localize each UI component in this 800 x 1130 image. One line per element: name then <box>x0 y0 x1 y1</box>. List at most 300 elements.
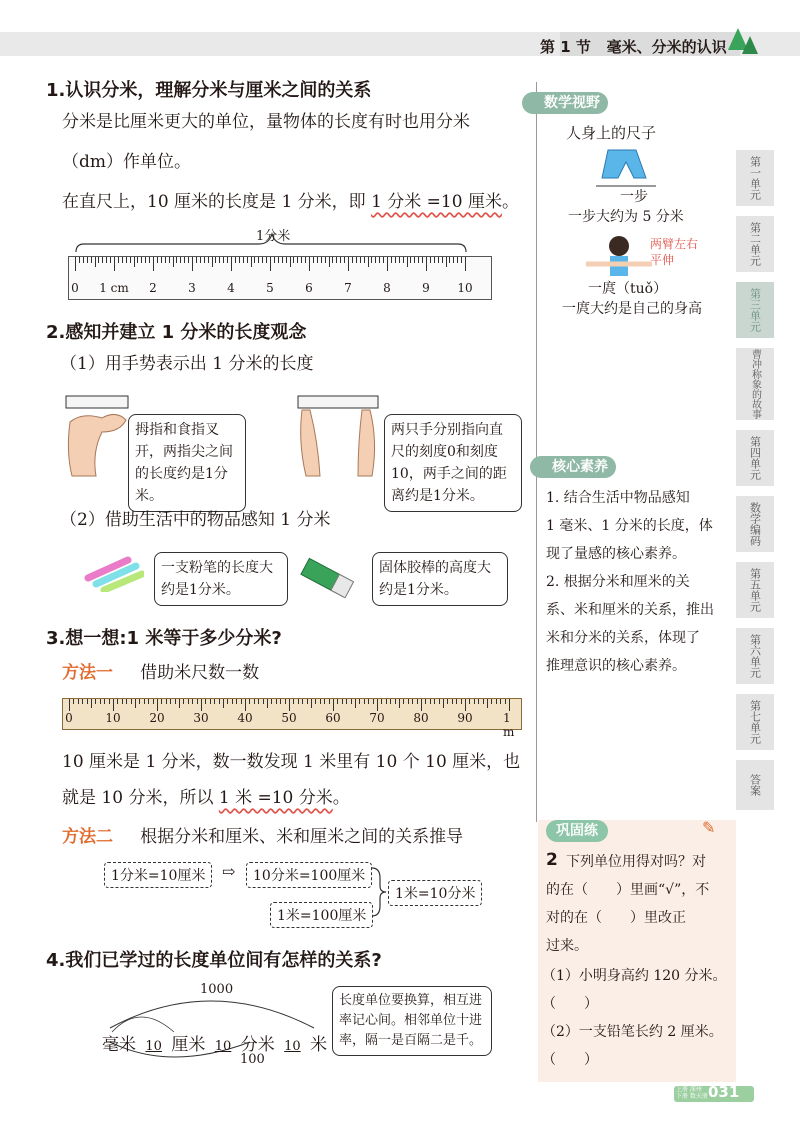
tab-unit-6[interactable]: 第六单元 <box>736 628 774 686</box>
ruler-tick <box>144 699 145 704</box>
method-1-row <box>62 658 259 683</box>
ruler-tick <box>478 699 479 704</box>
method-1-label: 方法一 <box>62 663 113 683</box>
question-line-a: 下列单位用得对吗？对 <box>566 854 706 870</box>
ruler-tick <box>148 699 149 704</box>
ruler-tick <box>192 699 193 704</box>
unit-tabs <box>736 150 776 810</box>
brace-label: 1分米 <box>256 229 291 244</box>
question-line-c: 对的在（ ）里改正 <box>546 910 686 926</box>
ruler-tick <box>285 699 286 704</box>
key-fact-m-dm: 1 米 =10 分米 <box>218 788 333 808</box>
method-2-text: 根据分米和厘米、米和厘米之间的关系推导 <box>140 827 464 847</box>
ruler-tick <box>122 699 123 704</box>
ruler-tick <box>82 699 83 704</box>
ruler-tick <box>317 257 318 263</box>
body-ruler-heading: 人身上的尺子 <box>566 124 657 142</box>
method-1-text: 借助米尺数一数 <box>140 663 260 683</box>
ruler-tick <box>297 257 298 263</box>
ruler-number: 1 m <box>503 711 515 739</box>
pencil-icon: ✎ <box>702 818 716 837</box>
ruler-tick <box>307 699 308 704</box>
ruler-tick <box>166 699 167 704</box>
tab-unit-3[interactable]: 第三单元 <box>736 282 774 340</box>
ruler-number: 9 <box>422 281 430 295</box>
ruler-tick <box>452 699 453 704</box>
ruler-tick <box>403 257 404 263</box>
ruler-tick <box>110 257 111 263</box>
ruler-tick <box>425 699 426 704</box>
ruler-tick <box>491 699 492 704</box>
ruler-tick <box>104 699 105 704</box>
ruler-tick <box>346 699 347 704</box>
ruler-tick <box>438 257 439 263</box>
step-image <box>596 148 656 188</box>
ruler-tick <box>340 257 341 263</box>
ruler-tick <box>403 699 404 704</box>
ruler-tick <box>263 699 264 704</box>
section-2-sub-1: （1）用手势表示出 1 分米的长度 <box>60 354 314 374</box>
footer-brand: 上册 深州 下册 数天册 <box>676 1086 708 1100</box>
ruler-tick <box>137 257 138 263</box>
ratio-100: 100 <box>240 1052 265 1067</box>
ruler-tick <box>69 699 70 711</box>
ruler-tick <box>188 699 189 704</box>
ruler-tick <box>219 257 220 263</box>
ruler-tick <box>212 257 213 267</box>
ruler-tick <box>126 699 127 704</box>
page-number: 031 <box>708 1083 740 1101</box>
glue-stick-image <box>298 556 360 602</box>
ruler-tick <box>145 257 146 263</box>
section-number: 第 1 节 <box>540 38 591 56</box>
question-number: 2 <box>546 850 558 870</box>
ruler-tick <box>355 699 356 708</box>
answer-slot-2[interactable]: （ ） <box>542 1052 598 1068</box>
ratio-cm-dm: 10 <box>214 1039 232 1054</box>
section-3-heading: 3.想一想:1 米等于多少分米? <box>46 628 282 649</box>
ruler-tick <box>509 699 510 711</box>
ruler-tick <box>412 699 413 704</box>
ratio-mm-cm: 10 <box>145 1039 162 1054</box>
ruler-number: 90 <box>457 711 473 725</box>
ruler-tick <box>258 699 259 704</box>
ruler-tick <box>270 257 271 271</box>
ruler-tick <box>98 257 99 263</box>
ruler-tick <box>149 257 150 263</box>
ruler-tick <box>496 699 497 704</box>
ruler-tick <box>456 699 457 704</box>
ruler-tick <box>293 257 294 263</box>
ruler-tick <box>290 257 291 267</box>
ruler-tick <box>201 699 202 711</box>
ruler-tick <box>78 699 79 704</box>
ruler-number: 80 <box>413 711 429 725</box>
brace-right <box>370 866 390 918</box>
ruler-number: 8 <box>383 281 391 295</box>
tab-unit-5[interactable]: 第五单元 <box>736 562 774 620</box>
ruler-tick <box>356 257 357 263</box>
answer-slot-1[interactable]: （ ） <box>542 996 598 1012</box>
ruler-tick <box>235 257 236 263</box>
ruler-tick <box>161 257 162 263</box>
core-2d: 推理意识的核心素养。 <box>546 658 686 674</box>
ruler-tick <box>139 699 140 704</box>
ruler-tick <box>102 257 103 263</box>
ruler-tick <box>364 699 365 704</box>
centimeter-ruler <box>68 256 492 300</box>
unit-m: 米 <box>310 1035 328 1055</box>
ruler-tick <box>487 699 488 708</box>
ruler-tick <box>377 699 378 711</box>
box-m-dm-result: 1米=10分米 <box>388 880 482 906</box>
ruler-tick <box>126 257 127 263</box>
tab-answers[interactable]: 答案 <box>736 760 774 812</box>
ruler-tick <box>87 699 88 704</box>
ruler-tick <box>461 257 462 263</box>
ruler-tick <box>386 699 387 704</box>
ruler-tick <box>170 699 171 704</box>
ruler-tick <box>453 257 454 263</box>
ruler-tick <box>251 257 252 267</box>
ruler-tick <box>232 699 233 704</box>
unit-mm: 毫米 <box>102 1035 136 1055</box>
ruler-tick <box>188 257 189 263</box>
core-2a: 2. 根据分米和厘米的关 <box>546 574 690 590</box>
ruler-number: 2 <box>149 281 157 295</box>
ruler-tick <box>271 699 272 704</box>
ruler-tick <box>383 257 384 263</box>
ruler-tick <box>113 699 114 711</box>
ruler-tick <box>422 257 423 263</box>
ruler-number: 6 <box>305 281 313 295</box>
ruler-tick <box>114 257 115 271</box>
tuo-label: 一庹（tuǒ） <box>588 281 668 297</box>
ruler-tick <box>434 257 435 263</box>
section-3-para-2 <box>62 778 350 818</box>
ruler-tick <box>375 257 376 263</box>
ruler-tick <box>106 257 107 263</box>
ruler-tick <box>500 699 501 704</box>
ruler-tick <box>205 699 206 704</box>
ruler-tick <box>414 257 415 263</box>
ruler-number: 4 <box>227 281 235 295</box>
core-literacy-label: 核心素养 <box>530 456 616 478</box>
ruler-number: 40 <box>237 711 253 725</box>
ruler-tick <box>239 257 240 263</box>
ruler-tick <box>200 257 201 263</box>
para-text: 就是 10 分米，所以 <box>62 788 219 808</box>
ruler-tick <box>135 699 136 708</box>
question-line-d: 过来。 <box>546 938 588 954</box>
method-2-row <box>62 822 463 847</box>
ruler-tick <box>449 257 450 263</box>
tab-math-code[interactable]: 数学编码 <box>736 496 774 554</box>
ruler-tick <box>439 699 440 704</box>
ruler-number: 7 <box>344 281 352 295</box>
para-end: 。 <box>501 192 519 212</box>
para-end: 。 <box>332 788 350 808</box>
ruler-number: 5 <box>266 281 274 295</box>
ruler-tick <box>417 699 418 704</box>
ruler-tick <box>395 699 396 704</box>
ruler-tick <box>130 257 131 263</box>
ruler-tick <box>352 257 353 263</box>
core-1c: 现了量感的核心素养。 <box>546 546 686 562</box>
unit-dm: 分米 <box>240 1035 275 1055</box>
section-1-para-2 <box>62 182 519 222</box>
section-1-para-1a: 分米是比厘米更大的单位，量物体的长度有时也用分米 <box>62 112 470 132</box>
section-2-sub-2: （2）借助生活中的物品感知 1 分米 <box>60 510 331 530</box>
ruler-tick <box>91 257 92 263</box>
section-1-heading: 1.认识分米，理解分米与厘米之间的关系 <box>46 80 372 101</box>
core-1b: 1 毫米、1 分米的长度，体 <box>546 518 713 534</box>
header-title <box>540 36 727 57</box>
ruler-tick <box>381 699 382 704</box>
ruler-tick <box>223 257 224 263</box>
ruler-tick <box>280 699 281 704</box>
step-label: 一步 <box>620 189 648 205</box>
ruler-tick <box>289 699 290 711</box>
ruler-tick <box>153 257 154 271</box>
ruler-tick <box>87 257 88 263</box>
ruler-tick <box>227 257 228 263</box>
box-10dm-100cm: 10分米=100厘米 <box>246 862 372 888</box>
ruler-tick <box>313 257 314 263</box>
ruler-number: 70 <box>369 711 385 725</box>
math-horizon-label: 数学视野 <box>522 92 608 114</box>
ruler-tick <box>278 257 279 263</box>
ruler-tick <box>215 257 216 263</box>
ruler-tick <box>315 699 316 704</box>
key-fact-dm-cm: 1 分米 =10 厘米 <box>371 192 502 212</box>
ruler-tick <box>231 257 232 271</box>
ruler-tick <box>210 699 211 704</box>
ruler-tick <box>298 699 299 704</box>
section-title: 毫米、分米的认识 <box>606 38 727 56</box>
box-dm-cm: 1分米=10厘米 <box>104 862 212 888</box>
section-1-para-1b: （dm）作单位。 <box>62 152 192 172</box>
ruler-tick <box>180 257 181 263</box>
ruler-tick <box>122 257 123 263</box>
tab-unit-2[interactable]: 第二单元 <box>736 216 774 274</box>
ruler-tick <box>241 699 242 704</box>
ruler-number: 0 <box>71 281 79 295</box>
ruler-tick <box>83 257 84 263</box>
ruler-tick <box>461 699 462 704</box>
section-4-heading: 4.我们已学过的长度单位间有怎样的关系? <box>46 950 382 971</box>
ruler-tick <box>364 257 365 263</box>
ruler-tick <box>505 699 506 704</box>
ruler-number: 10 <box>105 711 121 725</box>
ruler-tick <box>336 257 337 263</box>
ruler-tick <box>324 699 325 704</box>
tab-unit-4[interactable]: 第四单元 <box>736 430 774 488</box>
ruler-tick <box>184 257 185 263</box>
ruler-tick <box>249 699 250 704</box>
ruler-tick <box>282 257 283 263</box>
section-2-heading: 2.感知并建立 1 分米的长度观念 <box>46 322 307 343</box>
ruler-tick <box>266 257 267 263</box>
question-2: （2）一支铅笔长约 2 厘米。 <box>542 1024 723 1040</box>
question-line-b: 的在（ ）里画“√”，不 <box>546 882 710 898</box>
column-divider <box>536 82 537 822</box>
ruler-tick <box>447 699 448 704</box>
ruler-tick <box>457 257 458 263</box>
ruler-tick <box>333 699 334 711</box>
ruler-tick <box>109 699 110 704</box>
ruler-tick <box>197 699 198 704</box>
ruler-tick <box>165 257 166 263</box>
ruler-tick <box>247 257 248 263</box>
ruler-tick <box>245 699 246 711</box>
box-m-100cm: 1米=100厘米 <box>270 902 373 928</box>
ruler-tick <box>387 257 388 271</box>
ruler-tick <box>373 699 374 704</box>
ruler-tick <box>301 257 302 263</box>
ruler-tick <box>426 257 427 271</box>
callout-glue-stick: 固体胶棒的高度大约是1分米。 <box>372 552 508 606</box>
ruler-tick <box>254 699 255 704</box>
ruler-tick <box>176 257 177 263</box>
callout-chalk: 一支粉笔的长度大约是1分米。 <box>154 552 288 606</box>
ruler-tick <box>430 257 431 263</box>
ruler-tick <box>157 699 158 711</box>
chalk-image <box>84 552 144 592</box>
tuo-text: 一庹大约是自己的身高 <box>562 301 702 317</box>
unit-cm: 厘米 <box>171 1035 206 1055</box>
ruler-tick <box>262 257 263 263</box>
step-text: 一步大约为 5 分米 <box>568 209 684 225</box>
ruler-tick <box>399 699 400 708</box>
ruler-tick <box>325 257 326 263</box>
practice-label: 巩固练 <box>546 820 608 842</box>
two-hands-image <box>292 392 384 482</box>
ruler-tick <box>379 257 380 263</box>
ruler-tick <box>214 699 215 704</box>
ruler-tick <box>337 699 338 704</box>
ruler-tick <box>73 699 74 704</box>
ruler-tick <box>254 257 255 263</box>
ruler-tick <box>329 257 330 267</box>
ruler-tick <box>421 699 422 711</box>
ruler-tick <box>179 699 180 708</box>
ruler-tick <box>175 699 176 704</box>
ruler-tick <box>474 699 475 704</box>
ruler-tick <box>418 257 419 263</box>
tab-unit-7[interactable]: 第七单元 <box>736 694 774 752</box>
ruler-tick <box>446 257 447 267</box>
ruler-tick <box>157 257 158 263</box>
ruler-tick <box>236 699 237 704</box>
ruler-number: 0 <box>65 711 73 725</box>
ruler-tick <box>141 257 142 263</box>
ruler-tick <box>117 699 118 704</box>
ruler-tick <box>309 257 310 271</box>
ruler-tick <box>305 257 306 263</box>
ruler-tick <box>79 257 80 263</box>
question-1: （1）小明身高约 120 分米。 <box>542 968 727 984</box>
ruler-tick <box>91 699 92 708</box>
tab-story[interactable]: 曹冲称象的故事 <box>736 348 774 422</box>
section-3-para-1: 10 厘米是 1 分米，数一数发现 1 米里有 10 个 10 厘米，也 <box>62 752 521 772</box>
ruler-tick <box>134 257 135 267</box>
ruler-number: 3 <box>188 281 196 295</box>
ruler-tick <box>399 257 400 263</box>
hand-gesture-image <box>62 392 132 482</box>
ruler-tick <box>359 699 360 704</box>
arm-span-image <box>584 234 654 278</box>
ruler-number: 50 <box>281 711 297 725</box>
ruler-tick <box>442 257 443 263</box>
ruler-tick <box>395 257 396 263</box>
ruler-tick <box>75 257 76 271</box>
ruler-tick <box>469 699 470 704</box>
callout-finger-span: 拇指和食指叉开，两指尖之间的长度约是1分米。 <box>128 414 246 512</box>
ruler-tick <box>286 257 287 263</box>
ruler-tick <box>100 699 101 704</box>
ruler-tick <box>407 257 408 267</box>
meter-stick <box>62 698 522 739</box>
ruler-tick <box>483 699 484 704</box>
ruler-tick <box>276 699 277 704</box>
arrow-icon: ⇨ <box>222 862 236 881</box>
core-2b: 系、米和厘米的关系，推出 <box>546 602 714 618</box>
ruler-tick <box>131 699 132 704</box>
ruler-tick <box>204 257 205 263</box>
ruler-tick <box>153 699 154 704</box>
ruler-number: 30 <box>193 711 209 725</box>
ruler-tick <box>243 257 244 263</box>
ratio-1000: 1000 <box>200 982 234 997</box>
ruler-tick <box>311 699 312 708</box>
ruler-tick <box>208 257 209 263</box>
ruler-tick <box>348 257 349 271</box>
ruler-tick <box>465 257 466 271</box>
ruler-tick <box>267 699 268 708</box>
callout-two-hands: 两只手分别指向直尺的刻度0和刻度10，两手之间的距离约是1分米。 <box>384 414 522 512</box>
method-2-label: 方法二 <box>62 827 113 847</box>
ruler-tick <box>390 699 391 704</box>
ruler-tick <box>173 257 174 267</box>
ruler-tick <box>321 257 322 263</box>
ruler-number: 1 cm <box>99 281 129 295</box>
ruler-tick <box>302 699 303 704</box>
ruler-tick <box>161 699 162 704</box>
ruler-number: 20 <box>149 711 165 725</box>
ruler-tick <box>391 257 392 263</box>
callout-unit-rhyme: 长度单位要换算，相互进率记心间。相邻单位十进率，隔一是百隔二是千。 <box>332 986 492 1056</box>
ruler-tick <box>95 257 96 267</box>
ruler-tick <box>95 699 96 704</box>
ruler-tick <box>169 257 170 263</box>
tab-unit-1[interactable]: 第一单元 <box>736 150 774 208</box>
ruler-tick <box>332 257 333 263</box>
ruler-tick <box>430 699 431 704</box>
ruler-tick <box>196 257 197 263</box>
ruler-tick <box>408 699 409 704</box>
ruler-tick <box>293 699 294 704</box>
arms-note: 两臂左右平伸 <box>650 237 699 267</box>
ruler-tick <box>465 699 466 711</box>
ruler-number: 10 <box>457 281 473 295</box>
ruler-tick <box>371 257 372 263</box>
ruler-tick <box>329 699 330 704</box>
ruler-tick <box>360 257 361 263</box>
ruler-tick <box>342 699 343 704</box>
ruler-tick <box>227 699 228 704</box>
ruler-tick <box>223 699 224 708</box>
